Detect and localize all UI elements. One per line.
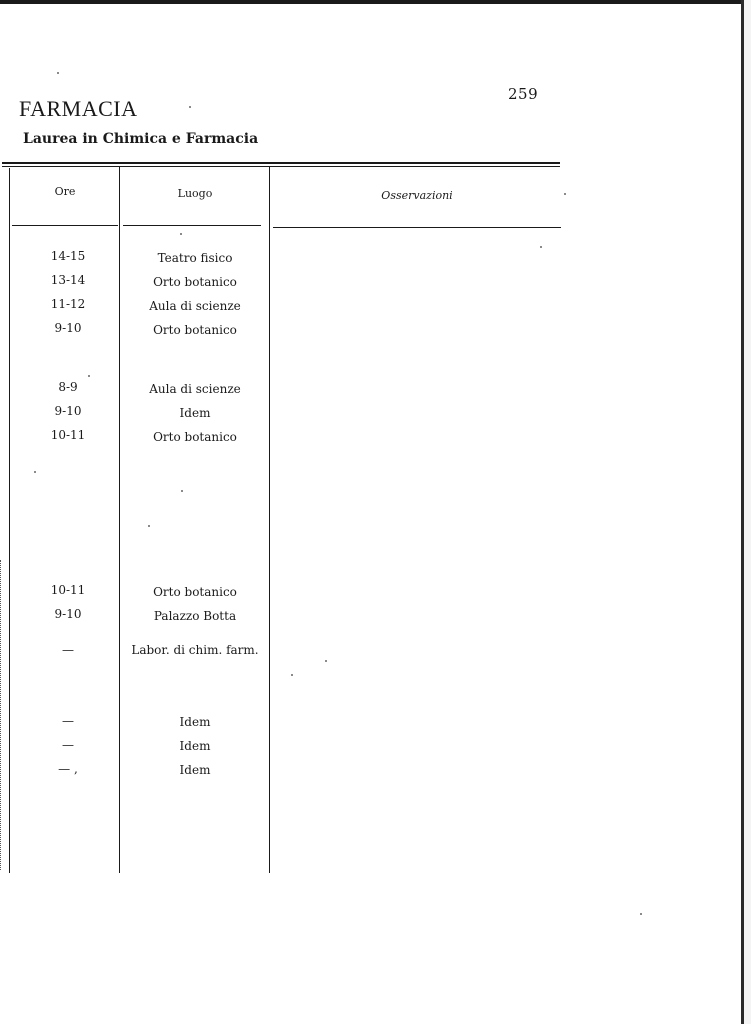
row-3-luogo: Aula di scienze [149,299,241,313]
row-6-ore: 9-10 [54,404,82,418]
row-8-ore: 10-11 [50,583,86,597]
row-4-luogo: Orto botanico [153,323,237,337]
row-10-luogo: Labor. di chim. farm. [131,643,259,657]
row-2-ore: 13-14 [50,273,86,287]
row-9-ore: 9-10 [54,607,82,621]
row-13-ore: — , [58,762,78,776]
row-12-luogo: Idem [179,739,211,753]
table-top-rule-thin [2,166,560,167]
row-9-luogo: Palazzo Botta [153,609,237,623]
header-rule-ore [12,225,118,226]
row-11-ore: — [62,714,74,728]
page-number: 259 [508,85,539,103]
page-right-margin [744,0,751,1024]
section-title: FARMACIA [19,96,138,121]
page-right-edge [741,0,744,1024]
table-top-rule [2,162,560,164]
row-7-ore: 10-11 [50,428,86,442]
row-5-luogo: Aula di scienze [149,382,241,396]
row-1-ore: 14-15 [50,249,86,263]
column-divider-luogo-osservazioni [269,166,270,873]
header-rule-luogo [123,225,261,226]
row-4-ore: 9-10 [54,321,82,335]
page-left-edge-marks [0,560,3,870]
header-rule-osservazioni [273,227,561,228]
row-8-luogo: Orto botanico [153,585,237,599]
page-top-edge [0,0,751,4]
row-1-luogo: Teatro fisico [157,251,233,265]
column-header-luogo: Luogo [177,187,213,200]
table-left-border [9,168,10,873]
row-6-luogo: Idem [179,406,211,420]
row-7-luogo: Orto botanico [153,430,237,444]
row-5-ore: 8-9 [58,380,78,394]
row-11-luogo: Idem [179,715,211,729]
row-13-luogo: Idem [179,763,211,777]
row-12-ore: — [62,738,74,752]
column-header-ore: Ore [54,185,76,198]
row-3-ore: 11-12 [50,297,86,311]
subtitle: Laurea in Chimica e Farmacia [23,131,259,147]
column-header-osservazioni: Osservazioni [381,189,453,202]
row-10-ore: — [62,643,74,657]
row-2-luogo: Orto botanico [153,275,237,289]
